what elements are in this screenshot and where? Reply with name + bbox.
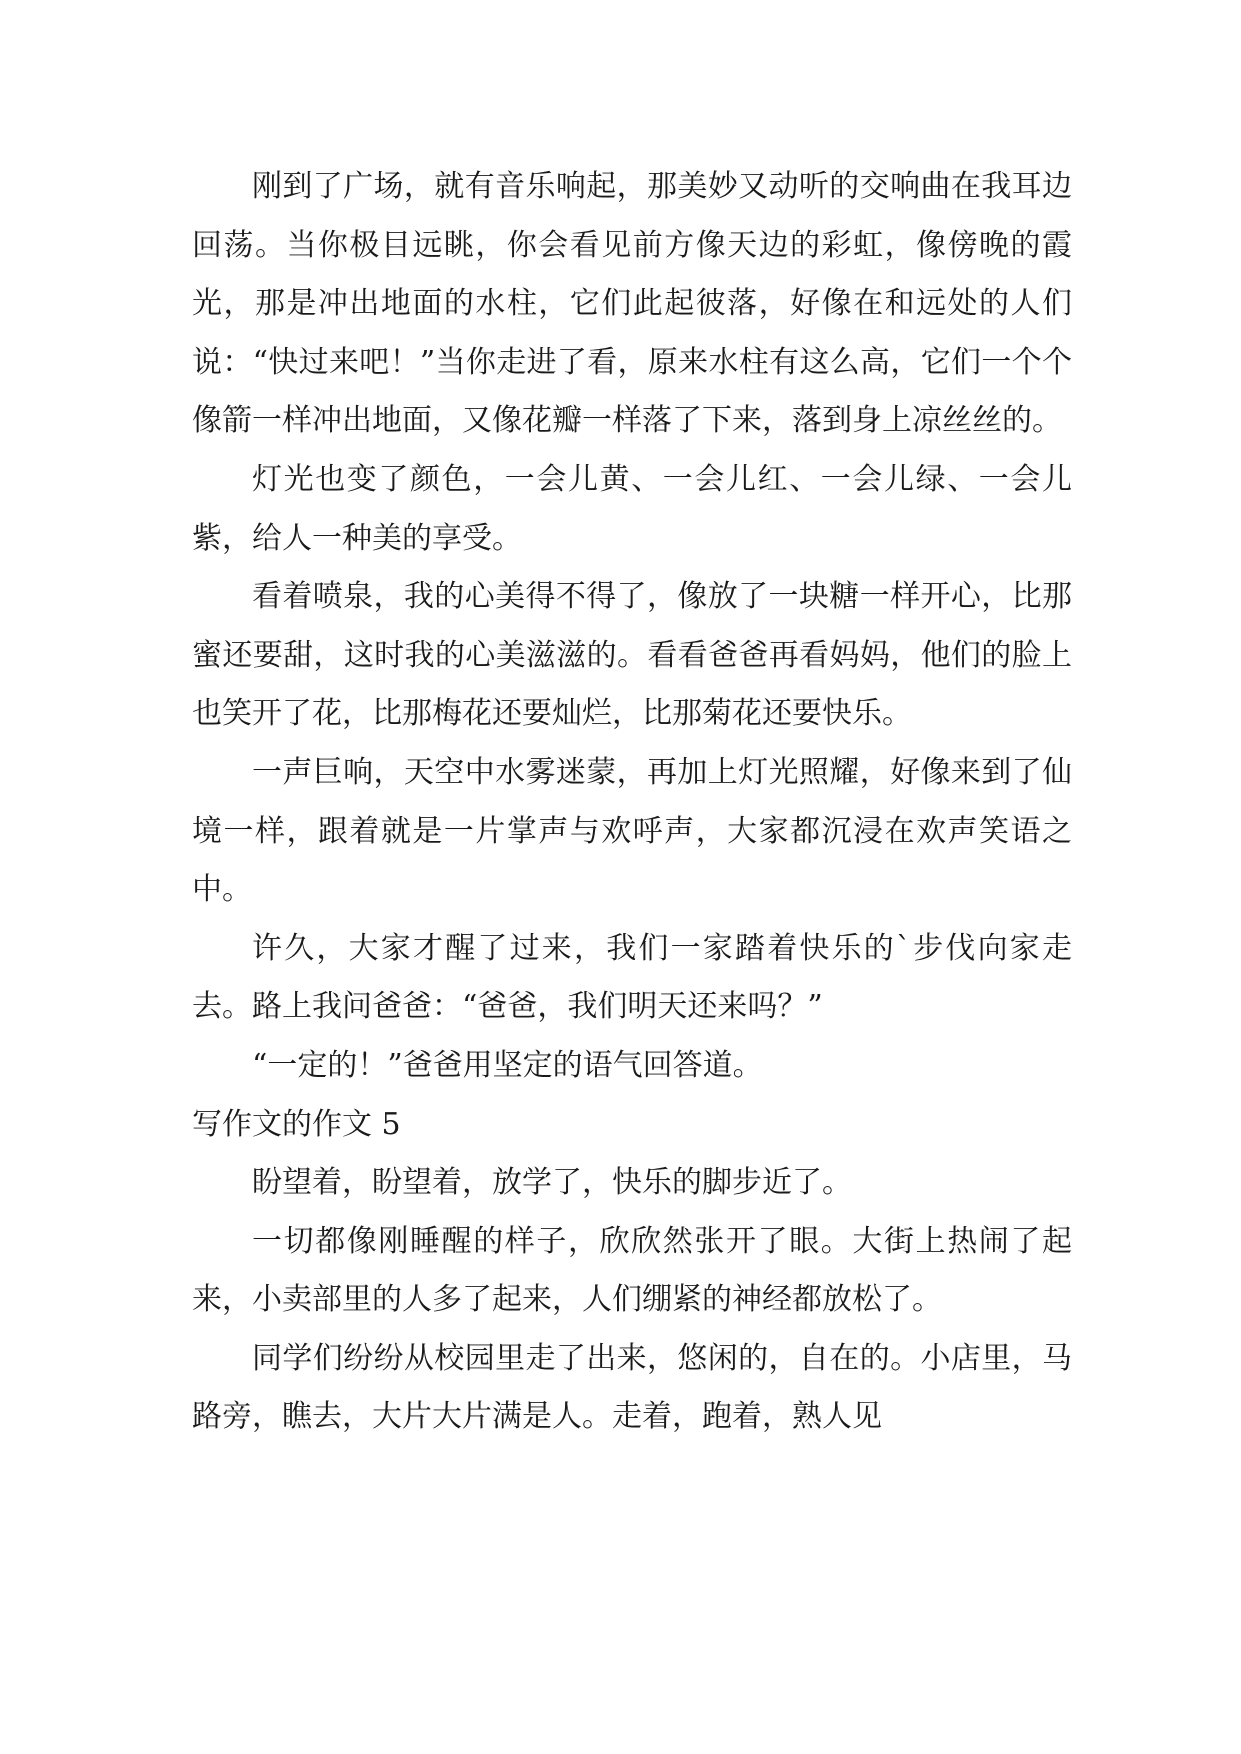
paragraph: 许久，大家才醒了过来，我们一家踏着快乐的`步伐向家走去。路上我问爸爸：“爸爸，我们明天还来吗？” [192, 930, 1072, 1025]
paragraph: 同学们纷纷从校园里走了出来，悠闲的，自在的。小店里，马路旁，瞧去，大片大片满是人。走着，跑着，熟人见 [192, 1340, 1072, 1435]
paragraph: 盼望着，盼望着，放学了，快乐的脚步近了。 [252, 1165, 852, 1201]
paragraph: 灯光也变了颜色，一会儿黄、一会儿红、一会儿绿、一会儿紫，给人一种美的享受。 [192, 461, 1072, 556]
paragraph: 看着喷泉，我的心美得不得了，像放了一块糖一样开心，比那蜜还要甜，这时我的心美滋滋的。看看爸爸再看妈妈，他们的脸上也笑开了花，比那梅花还要灿烂，比那菊花还要快乐。 [192, 579, 1072, 732]
document-body [192, 158, 1072, 1447]
paragraph: 一声巨响，天空中水雾迷蒙，再加上灯光照耀，好像来到了仙境一样，跟着就是一片掌声与欢呼声，大家都沉浸在欢声笑语之中。 [192, 754, 1072, 908]
paragraph: “一定的！”爸爸用坚定的语气回答道。 [252, 1047, 763, 1083]
paragraph: 刚到了广场，就有音乐响起，那美妙又动听的交响曲在我耳边回荡。当你极目远眺，你会看见前方像天边的彩虹，像傍晚的霞光，那是冲出地面的水柱，它们此起彼落，好像在和远处的人们说：“快过来吧！”当你走进了看，原来水柱有这么高，它们一个个像箭一样冲出地面，又像花瓣一样落了下来，落到身上凉丝丝的。 [192, 169, 1072, 439]
paragraph: 一切都像刚睡醒的样子，欣欣然张开了眼。大街上热闹了起来，小卖部里的人多了起来，人们绷紧的神经都放松了。 [192, 1223, 1072, 1318]
section-heading: 写作文的作文 5 [192, 1106, 401, 1142]
